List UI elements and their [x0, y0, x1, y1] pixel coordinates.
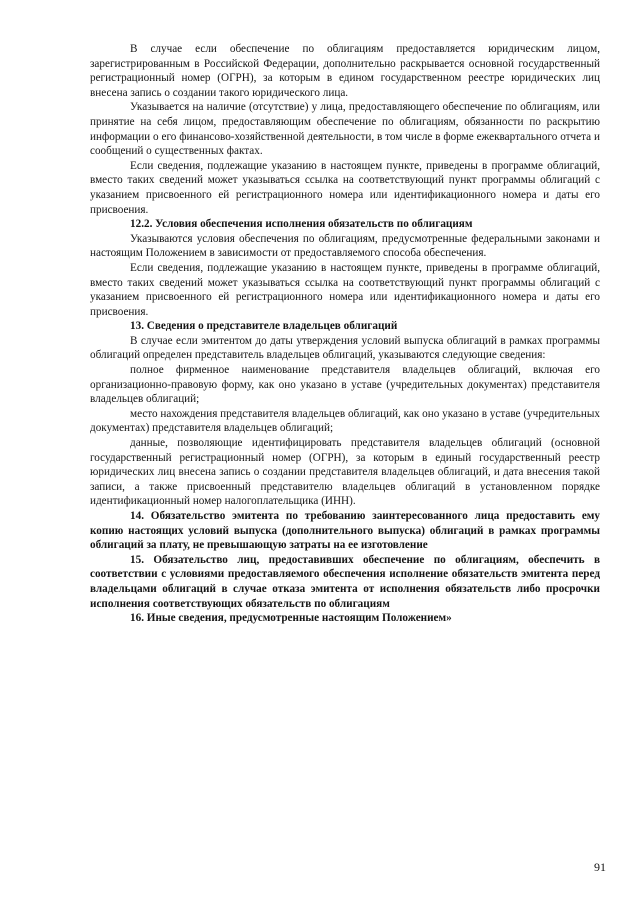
heading-16: 16. Иные сведения, предусмотренные настоящим Положением»	[130, 612, 452, 625]
paragraph-disclosure-obligation: Указывается на наличие (отсутствие) у лица, предоставляющего обеспечение по облигациям, или принятие на себя лицом, предоставляющим обеспечение по облигациям, обязанности по раскрытию информации о его финансово-хозяйственной деятельности, в том числе в форме ежеквартального отчета и сообщений о существенных фактах.	[90, 101, 600, 158]
heading-14: 14. Обязательство эмитента по требованию заинтересованного лица предоставить ему копию настоящих условий выпуска (дополнительного выпуска) облигаций в рамках программы облигаций за плату, не превышающую затраты на ее изготовление	[90, 510, 600, 552]
paragraph-representative-location: место нахождения представителя владельцев облигаций, как оно указано в уставе (учредительных документах) представителя владельцев облигаций;	[90, 407, 600, 435]
paragraph-guarantor-ogrn: В случае если обеспечение по облигациям предоставляется юридическим лицом, зарегистрированным в Российской Федерации, дополнительно раскрывается основной государственный регистрационный номер (ОГРН), за которым в едином государственном реестре юридических лиц внесена запись о создании такого юридического лица.	[90, 43, 600, 99]
heading-12-2: 12.2. Условия обеспечения исполнения обязательств по облигациям	[130, 218, 473, 231]
paragraph-representative-name: полное фирменное наименование представителя владельцев облигаций, включая его организационно-правовую форму, как оно указано в уставе (учредительных документах) представителя владельцев облигаций;	[90, 364, 600, 406]
paragraph-representative-intro: В случае если эмитентом до даты утверждения условий выпуска облигаций в рамках программы облигаций определен представитель владельцев облигаций, указываются следующие сведения:	[90, 334, 600, 362]
document-body	[90, 42, 600, 626]
paragraph-security-conditions: Указываются условия обеспечения по облигациям, предусмотренные федеральными законами и настоящим Положением в зависимости от предоставляемого способа обеспечения.	[90, 232, 600, 260]
paragraph-representative-ids: данные, позволяющие идентифицировать представителя владельцев облигаций (основной государственный регистрационный номер (ОГРН), за которым в единый государственный реестр юридических лиц внесена запись о создании представителя владельцев облигаций, и дата внесения такой записи, а также присвоенный представителю владельцев облигаций в установленном порядке идентификационный номер налогоплательщика (ИНН).	[90, 437, 600, 508]
heading-13: 13. Сведения о представителе владельцев облигаций	[130, 320, 398, 333]
paragraph-program-reference-2: Если сведения, подлежащие указанию в настоящем пункте, приведены в программе облигаций, вместо таких сведений может указываться ссылка на соответствующий пункт программы облигаций с указанием присвоенного ей регистрационного номера или идентификационного номера и даты его присвоения.	[90, 261, 600, 318]
heading-15: 15. Обязательство лиц, предоставивших обеспечение по облигациям, обеспечить в соответствии с условиями предоставляемого обеспечения исполнение обязательств эмитента перед владельцами облигаций в случае отказа эмитента от исполнения обязательств либо просрочки исполнения соответствующих обязательств по облигациям	[90, 553, 600, 610]
page-number: 91	[594, 860, 606, 874]
paragraph-program-reference-1: Если сведения, подлежащие указанию в настоящем пункте, приведены в программе облигаций, вместо таких сведений может указываться ссылка на соответствующий пункт программы облигаций с указанием присвоенного ей регистрационного номера или идентификационного номера и даты его присвоения.	[90, 159, 600, 216]
